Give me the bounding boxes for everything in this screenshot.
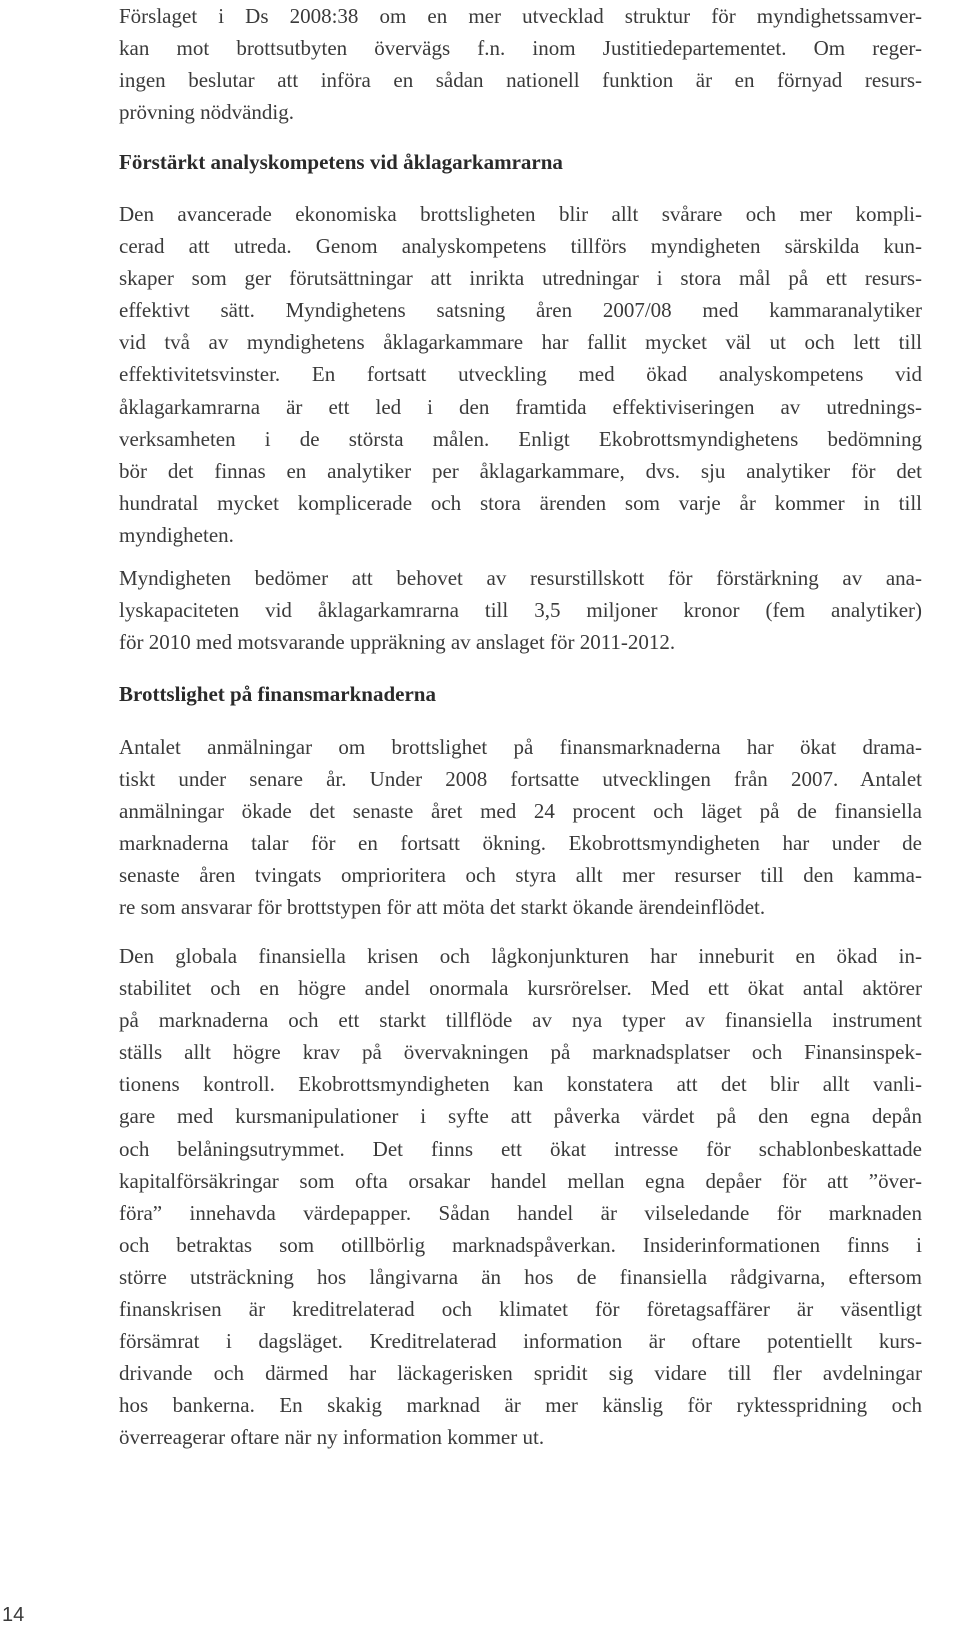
text-line: hundratal mycket komplicerade och stora ärenden som varje år kommer in till [119,490,922,515]
text-line: stabilitet och en högre andel onormala kursrörelser. Med ett ökat antal aktörer [119,976,922,1001]
text-line: myndigheten. [119,522,234,547]
paragraph-4 [119,731,922,924]
paragraph-2 [119,198,922,551]
text-line: Myndigheten bedömer att behovet av resurstillskott för förstärkning av ana- [119,566,922,590]
text-line: bör det finnas en analytiker per åklagarkammare, dvs. sju analytiker för det [119,458,922,483]
text-line: ställs allt högre krav på övervakningen på marknadsplatser och Finansinspek- [119,1040,922,1065]
paragraph-5 [119,940,922,1454]
text-line: re som ansvarar för brottstypen för att möta det starkt ökande ärendeinflödet. [119,895,766,920]
text-line: gare med kursmanipulationer i syfte att påverka värdet på den egna depån [119,1104,922,1129]
text-line: skaper som ger förutsättningar att inrikta utredningar i stora mål på ett resurs- [119,266,922,291]
text-line: verksamheten i de största målen. Enligt Ekobrottsmyndighetens bedömning [119,426,922,451]
text-line: och belåningsutrymmet. Det finns ett ökat intresse för schablonbeskattade [119,1136,922,1161]
text-line: senaste åren tvingats omprioritera och styra allt mer resurser till den kamma- [119,863,922,888]
text-line: Den globala finansiella krisen och lågkonjunkturen har inneburit en ökad in- [119,944,922,968]
heading-finansmarknaderna: Brottslighet på finansmarknaderna [119,682,436,706]
text-line: Antalet anmälningar om brottslighet på finansmarknaderna har ökat drama- [119,735,922,759]
text-line: finanskrisen är kreditrelaterad och klimatet för företagsaffärer är väsentligt [119,1297,922,1322]
text-line: större utsträckning hos långivarna än hos de finansiella rådgivarna, eftersom [119,1264,922,1289]
text-line: marknaderna talar för en fortsatt ökning. Ekobrottsmyndigheten har under de [119,831,922,856]
text-line: lyskapaciteten vid åklagarkamrarna till 3,5 miljoner kronor (fem analytiker) [119,598,922,623]
text-line: kan mot brottsutbyten övervägs f.n. inom Justitiedepartementet. Om reger- [119,36,922,61]
paragraph-3 [119,562,922,658]
text-line: effektivitetsvinster. En fortsatt utveckling med ökad analyskompetens vid [119,362,922,387]
text-line: åklagarkamrarna är ett led i den framtida effektiviseringen av utrednings- [119,394,922,419]
text-line: anmälningar ökade det senaste året med 24 procent och läget på de finansiella [119,799,922,824]
text-line: vid två av myndighetens åklagarkammare har fallit mycket väl ut och lett till [119,330,922,355]
page-number: 14 [2,1604,25,1626]
text-line: överreagerar oftare när ny information kommer ut. [119,1425,545,1450]
text-line: Den avancerade ekonomiska brottsligheten blir allt svårare och mer kompli- [119,202,922,226]
text-line: kapitalförsäkringar som ofta orsakar handel mellan egna depåer för att ”över- [119,1168,922,1193]
text-line: prövning nödvändig. [119,100,294,125]
paragraph-1 [119,0,922,128]
text-line: och betraktas som otillbörlig marknadspåverkan. Insiderinformationen finns i [119,1232,922,1257]
text-line: effektivt sätt. Myndighetens satsning åren 2007/08 med kammaranalytiker [119,298,922,323]
text-line: drivande och därmed har läckagerisken spridit sig vidare till fler avdelningar [119,1361,922,1386]
text-line: föra” innehavda värdepapper. Sådan handel är vilseledande för marknaden [119,1200,922,1225]
text-line: hos bankerna. En skakig marknad är mer känslig för ryktesspridning och [119,1393,922,1418]
text-line: tionens kontroll. Ekobrottsmyndigheten kan konstatera att det blir allt vanli- [119,1072,922,1097]
text-line: tiskt under senare år. Under 2008 fortsatte utvecklingen från 2007. Antalet [119,767,922,792]
text-line: Förslaget i Ds 2008:38 om en mer utvecklad struktur för myndighetssamver- [119,4,922,28]
text-line: på marknaderna och ett starkt tillflöde av nya typer av finansiella instrument [119,1008,922,1033]
text-line: ingen beslutar att införa en sådan nationell funktion är en förnyad resurs- [119,68,922,93]
text-line: cerad att utreda. Genom analyskompetens tillförs myndigheten särskilda kun- [119,234,922,259]
text-line: för 2010 med motsvarande uppräkning av anslaget för 2011-2012. [119,630,676,655]
text-line: försämrat i dagsläget. Kreditrelaterad information är oftare potentiellt kurs- [119,1329,922,1354]
heading-analyskompetens: Förstärkt analyskompetens vid åklagarkamrarna [119,150,563,174]
